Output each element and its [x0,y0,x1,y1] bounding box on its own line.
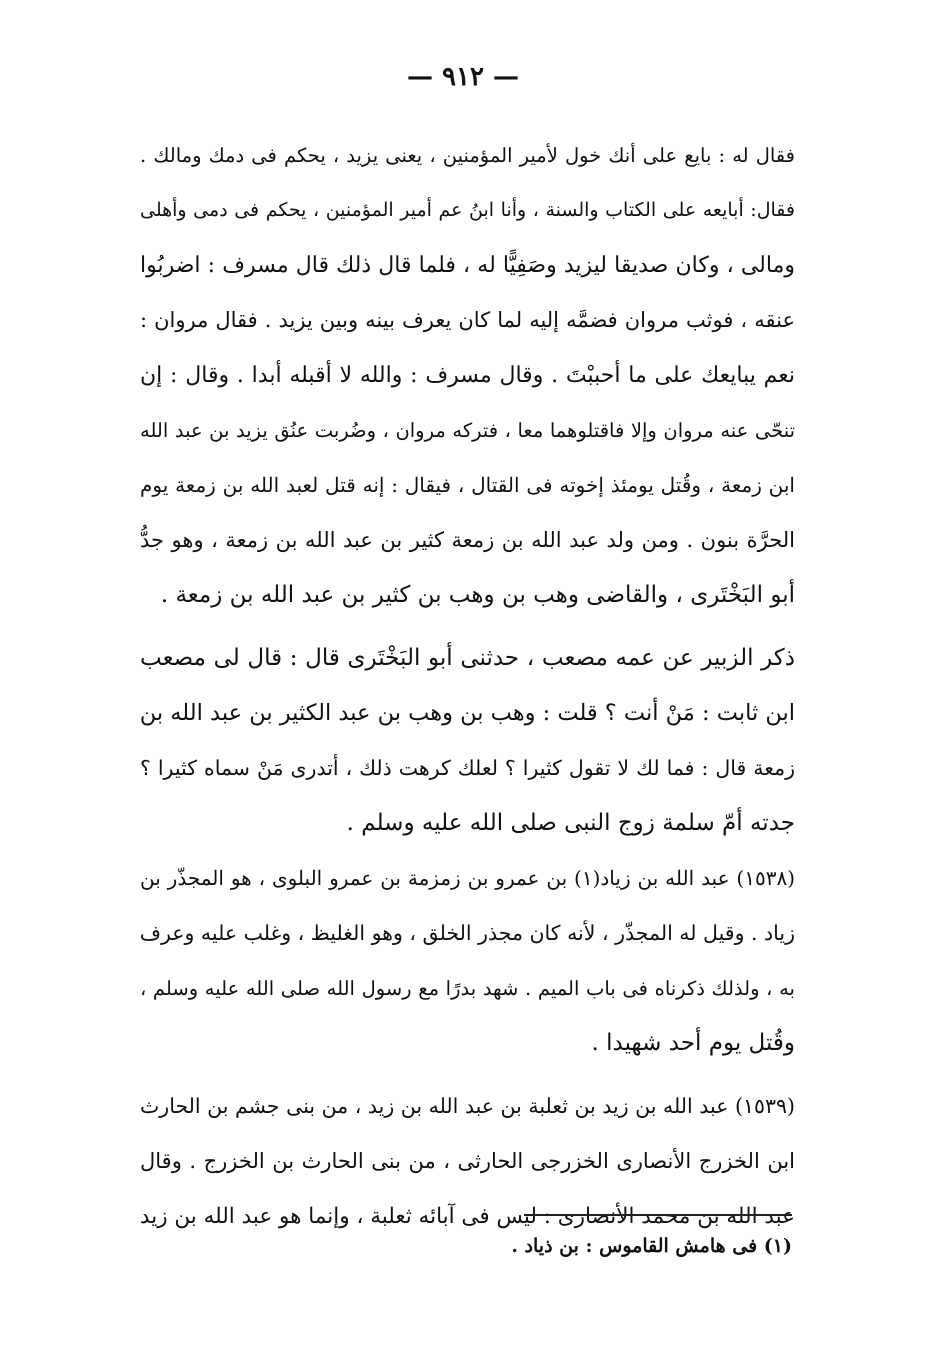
text-line: ابن ثابت : مَنْ أنت ؟ قلت : وهب بن وهب بن عبد الكثير بن عبد الله بن [140,700,795,726]
text-line: عنقه ، فوثب مروان فضمَّه إليه لما كان يعرف بينه وبين يزيد . فقال مروان : [140,308,795,332]
text-line: ذكر الزبير عن عمه مصعب ، حدثنى أبو البَخْتَرى قال : قال لى مصعب [140,645,795,671]
text-line: (١٥٣٩) عبد الله بن زيد بن ثعلبة بن عبد الله بن زيد ، من بنى جشم بن الحارث [140,1094,795,1118]
text-line: ابن الخزرج الأنصارى الخزرجى الحارثى ، من بنى الحارث بن الخزرج . وقال [140,1149,795,1173]
text-line: فقال له : بايع على أنك خول لأمير المؤمنين ، يعنى يزيد ، يحكم فى دمك ومالك . [140,144,795,167]
page-number: — ٩١٢ — [406,62,520,92]
text-line: وقُتل يوم أحد شهيدا . [591,1030,795,1056]
text-line: نعم يبايعك على ما أحببْتَ . وقال مسرف : والله لا أقبله أبدا . وقال : إن [140,363,795,388]
text-line: جدته أمّ سلمة زوج النبى صلى الله عليه وسلم . [346,810,795,836]
text-line: ومالى ، وكان صديقا ليزيد وصَفِيًّا له ، فلما قال ذلك قال مسرف : اضربُوا [140,253,795,278]
text-line: تنحّى عنه مروان وإلا فاقتلوهما معا ، فتركه مروان ، وضُربت عنُق يزيد بن عبد الله [140,419,795,442]
paragraph-gap [140,1071,795,1079]
paragraph-gap [140,623,795,631]
footnote-divider [524,1214,792,1216]
text-line: زياد . وقيل له المجذّر ، لأنه كان مجذر الخلق ، وهو الغليظ ، وغلب عليه وعرف [140,921,795,945]
text-line: زمعة قال : فما لك لا تقول كثيرا ؟ لعلك كرهت ذلك ، أتدرى مَنْ سماه كثيرا ؟ [140,756,795,780]
footnote: (١) فى هامش القاموس : بن ذياد . [511,1235,792,1257]
text-line: به ، ولذلك ذكرناه فى باب الميم . شهد بدرًا مع رسول الله صلى الله عليه وسلم ، [140,977,795,1000]
main-text [140,128,795,1244]
text-line: أبو البَخْتَرى ، والقاضى وهب بن وهب بن كثير بن عبد الله بن زمعة . [160,582,795,608]
text-line: فقال: أبايعه على الكتاب والسنة ، وأنا ابنُ عم أمير المؤمنين ، يحكم فى دمى وأهلى [140,199,795,221]
text-line: عبد الله بن محمد الأنصارى : ليس فى آبائه ثعلبة ، وإنما هو عبد الله بن زيد [140,1204,795,1229]
text-line: الحرَّة بنون . ومن ولد عبد الله بن زمعة كثير بن عبد الله بن زمعة ، وهو جدُّ [140,528,795,552]
text-line: (١٥٣٨) عبد الله بن زياد(١) بن عمرو بن زمزمة بن عمرو البلوى ، هو المجذّر بن [140,866,795,890]
text-line: ابن زمعة ، وقُتل يومئذ إخوته فى القتال ، فيقال : إنه قتل لعبد الله بن زمعة يوم [140,473,795,497]
